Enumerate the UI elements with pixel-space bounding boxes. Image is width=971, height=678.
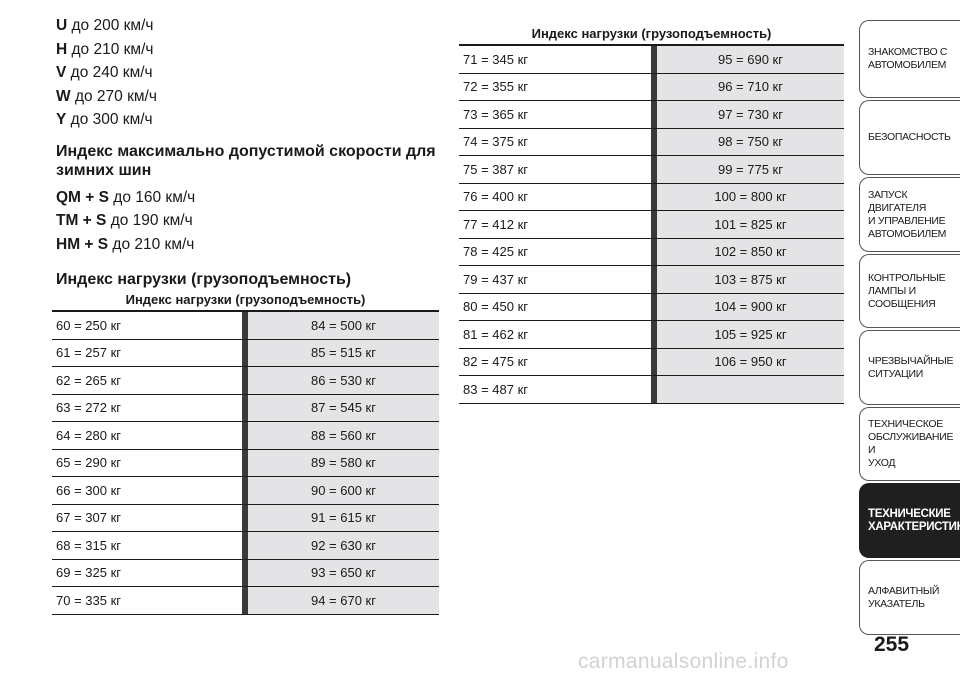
speed-index-value: до 200 км/ч [71,17,154,34]
load-index-cell [657,376,844,403]
table-row [52,505,439,533]
winter-index-value: до 190 км/ч [110,212,193,229]
load-index-cell: 99 = 775 кг [657,156,844,183]
load-index-cell: 72 = 355 кг [459,74,651,101]
load-index-cell: 78 = 425 кг [459,239,651,266]
nav-tab[interactable]: БЕЗОПАСНОСТЬ [859,100,960,175]
page-number: 255 [874,633,910,656]
table-row [52,532,439,560]
load-index-cell: 73 = 365 кг [459,101,651,128]
speed-index-item [56,38,436,62]
table-row [459,349,844,377]
load-index-cell: 71 = 345 кг [459,46,651,73]
speed-index-item [56,61,436,85]
load-index-cell: 106 = 950 кг [657,349,844,376]
load-index-cell: 65 = 290 кг [52,450,242,477]
nav-tab[interactable]: АЛФАВИТНЫЙ УКАЗАТЕЛЬ [859,560,960,635]
load-index-cell: 74 = 375 кг [459,129,651,156]
load-index-cell: 90 = 600 кг [248,477,439,504]
table-row [52,422,439,450]
load-index-cell: 61 = 257 кг [52,340,242,367]
load-index-cell: 87 = 545 кг [248,395,439,422]
table-row [52,395,439,423]
load-index-cell: 95 = 690 кг [657,46,844,73]
table-row [459,239,844,267]
nav-tab[interactable]: ЗНАКОМСТВО С АВТОМОБИЛЕМ [859,20,960,98]
table-row [52,477,439,505]
speed-index-value: до 210 км/ч [71,40,154,58]
load-index-cell: 66 = 300 кг [52,477,242,504]
table-row [52,560,439,588]
winter-index-item [56,209,436,233]
load-index-cell: 89 = 580 кг [248,450,439,477]
table-row [459,46,844,74]
load-index-cell: 96 = 710 кг [657,74,844,101]
speed-index-code: W [56,87,71,105]
load-index-cell: 63 = 272 кг [52,395,242,422]
load-index-cell: 79 = 437 кг [459,266,651,293]
load-table-right-body [459,44,844,404]
winter-tires-heading: Индекс максимально допустимой скорости для зимних шин [56,142,436,179]
load-table-right [459,24,844,404]
load-index-cell: 64 = 280 кг [52,422,242,449]
table-row [459,294,844,322]
table-row [459,101,844,129]
winter-index-value: до 210 км/ч [112,235,195,253]
winter-index-value: до 160 км/ч [113,188,196,206]
table-row [52,587,439,615]
load-index-cell: 69 = 325 кг [52,560,242,587]
load-table-left [52,290,439,615]
load-table-left-title: Индекс нагрузки (грузоподъемность) [125,292,366,307]
load-table-left-body [52,310,439,615]
table-row [459,156,844,184]
table-row [459,129,844,157]
speed-index-item [56,14,436,38]
load-index-cell: 100 = 800 кг [657,184,844,211]
load-index-cell: 88 = 560 кг [248,422,439,449]
speed-index-list [56,14,436,132]
winter-index-code: TM + S [56,212,107,229]
load-index-cell: 92 = 630 кг [248,532,439,559]
load-index-cell: 81 = 462 кг [459,321,651,348]
speed-index-code: U [56,17,68,34]
load-index-cell: 76 = 400 кг [459,184,651,211]
load-index-cell: 60 = 250 кг [52,312,242,339]
load-index-cell: 85 = 515 кг [248,340,439,367]
speed-index-item [56,85,436,109]
load-index-cell: 103 = 875 кг [657,266,844,293]
load-index-cell: 68 = 315 кг [52,532,242,559]
nav-tab[interactable]: ТЕХНИЧЕСКИЕ ХАРАКТЕРИСТИКИ [859,483,960,558]
speed-index-code: Y [56,111,67,128]
speed-index-item [56,108,436,132]
load-index-heading: Индекс нагрузки (грузоподъемность) [56,271,352,288]
load-index-cell: 86 = 530 кг [248,367,439,394]
winter-index-code: QM + S [56,188,109,206]
table-row [52,450,439,478]
load-index-cell: 77 = 412 кг [459,211,651,238]
load-index-cell: 94 = 670 кг [248,587,439,614]
table-row [459,321,844,349]
nav-tab[interactable]: КОНТРОЛЬНЫЕ ЛАМПЫ И СООБЩЕНИЯ [859,254,960,328]
table-row [52,312,439,340]
load-index-cell: 84 = 500 кг [248,312,439,339]
winter-index-code: HM + S [56,235,109,253]
load-index-cell: 70 = 335 кг [52,587,242,614]
load-index-cell: 75 = 387 кг [459,156,651,183]
table-row [459,376,844,404]
load-index-cell: 104 = 900 кг [657,294,844,321]
load-index-cell: 62 = 265 кг [52,367,242,394]
load-index-cell: 91 = 615 кг [248,505,439,532]
table-row [52,340,439,368]
speed-index-section [56,14,436,295]
load-index-cell: 102 = 850 кг [657,239,844,266]
table-row [459,266,844,294]
speed-index-code: H [56,40,68,58]
speed-index-code: V [56,64,67,81]
nav-tab[interactable]: ЗАПУСК ДВИГАТЕЛЯ И УПРАВЛЕНИЕ АВТОМОБИЛЕМ [859,177,960,252]
load-index-cell: 105 = 925 кг [657,321,844,348]
table-row [459,74,844,102]
load-index-cell: 97 = 730 кг [657,101,844,128]
load-index-cell: 83 = 487 кг [459,376,651,403]
table-row [52,367,439,395]
load-index-cell: 101 = 825 кг [657,211,844,238]
watermark: carmanualsonline.info [578,650,789,673]
speed-index-value: до 300 км/ч [70,111,153,128]
table-row [459,211,844,239]
speed-index-value: до 240 км/ч [70,64,153,81]
nav-tab[interactable]: ЧРЕЗВЫЧАЙНЫЕ СИТУАЦИИ [859,330,960,405]
load-index-cell: 67 = 307 кг [52,505,242,532]
nav-tab[interactable]: ТЕХНИЧЕСКОЕ ОБСЛУЖИВАНИЕ И УХОД [859,407,960,481]
load-index-cell: 82 = 475 кг [459,349,651,376]
load-table-right-title: Индекс нагрузки (грузоподъемность) [531,26,772,41]
winter-index-item [56,186,436,210]
load-index-cell: 93 = 650 кг [248,560,439,587]
winter-index-list [56,186,436,257]
table-row [459,184,844,212]
winter-index-item [56,233,436,257]
load-index-cell: 80 = 450 кг [459,294,651,321]
load-index-cell: 98 = 750 кг [657,129,844,156]
speed-index-value: до 270 км/ч [74,87,157,105]
